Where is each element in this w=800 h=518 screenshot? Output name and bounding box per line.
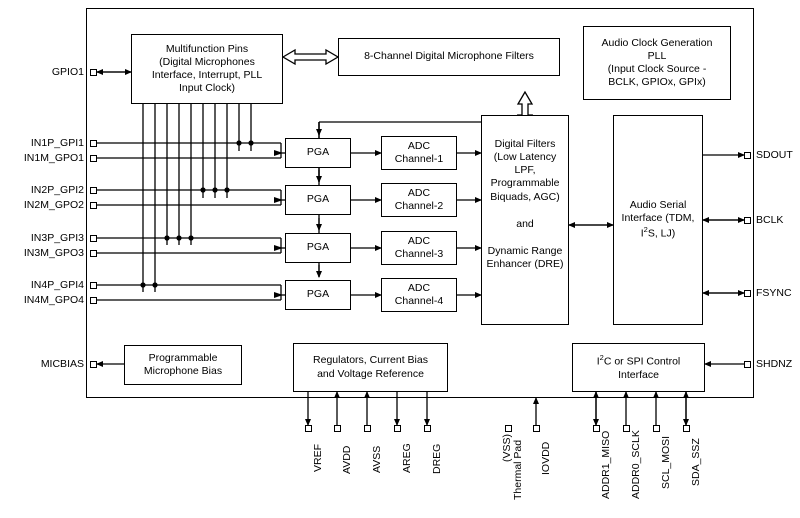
pin-label-iovdd: IOVDD <box>540 441 552 475</box>
digital-filters-line-7: Dynamic Range <box>487 244 563 257</box>
multifunction-pins-line-0: Multifunction Pins <box>165 42 249 55</box>
pin-label-avss: AVSS <box>371 445 383 473</box>
pin-pad-in4m[interactable] <box>90 297 97 304</box>
pin-pad-areg[interactable] <box>394 425 401 432</box>
block-pga-2[interactable] <box>285 185 351 215</box>
multifunction-pins-line-3: Input Clock) <box>178 82 236 95</box>
control-iface-line-0: $I^2C$ or SPI Control <box>596 353 681 368</box>
pin-label-scl-mosi: SCL_MOSI <box>660 435 672 489</box>
pin-pad-iovdd[interactable] <box>533 425 540 432</box>
pin-label-in2p: IN2P_GPI2 <box>30 184 84 196</box>
block-pga-4[interactable] <box>285 280 351 310</box>
pin-label-areg: AREG <box>401 443 413 473</box>
audio-clock-line-2: (Input Clock Source - <box>607 63 707 75</box>
pin-pad-bclk[interactable] <box>744 217 751 224</box>
pin-pad-sdout[interactable] <box>744 152 751 159</box>
pga1-label: PGA <box>306 146 330 159</box>
digital-filters-line-5: and <box>516 217 534 230</box>
mic-bias-line-0: Programmable <box>148 351 218 364</box>
block-microphone-bias[interactable] <box>124 345 242 385</box>
adc3-line-1: Channel-3 <box>394 248 444 260</box>
pin-pad-dreg[interactable] <box>424 425 431 432</box>
pin-label-thermal-pad: Thermal Pad <box>512 439 524 500</box>
pin-pad-in3m[interactable] <box>90 250 97 257</box>
adc4-line-1: Channel-4 <box>394 295 444 307</box>
pin-pad-avdd[interactable] <box>334 425 341 432</box>
pin-pad-gpio1[interactable] <box>90 69 97 76</box>
pin-label-bclk: BCLK <box>756 214 784 226</box>
pin-label-in3m: IN3M_GPO3 <box>23 247 84 259</box>
block-pga-3[interactable] <box>285 233 351 263</box>
block-digital-microphone-filters[interactable] <box>338 38 560 76</box>
pin-label-in3p: IN3P_GPI3 <box>30 232 84 244</box>
pin-label-dreg: DREG <box>431 443 443 474</box>
pin-pad-in1m[interactable] <box>90 155 97 162</box>
pin-label-sda-ssz: SDA_SSZ <box>690 438 702 486</box>
adc2-line-0: ADC <box>407 186 431 199</box>
block-audio-clock-generation[interactable] <box>583 26 731 100</box>
pga2-label: PGA <box>306 193 330 206</box>
pin-pad-shdnz[interactable] <box>744 361 751 368</box>
digital-filters-line-3: Biquads, AGC) <box>490 190 560 203</box>
audio-clock-line-0: Audio Clock Generation <box>601 36 713 49</box>
pin-pad-scl-mosi[interactable] <box>653 425 660 432</box>
pin-pad-fsync[interactable] <box>744 290 751 297</box>
regulators-line-0: Regulators, Current Bias <box>313 354 428 367</box>
pin-pad-avss[interactable] <box>364 425 371 432</box>
block-multifunction-pins[interactable] <box>131 34 283 104</box>
pin-label-in4p: IN4P_GPI4 <box>30 279 84 291</box>
adc1-line-1: Channel-1 <box>394 153 444 165</box>
pin-label-thermal-vss: (VSS) <box>501 433 513 462</box>
pin-pad-addr0-sclk[interactable] <box>623 425 630 432</box>
pin-label-in1m: IN1M_GPO1 <box>23 152 84 164</box>
pin-pad-in3p[interactable] <box>90 235 97 242</box>
pin-label-shdnz: SHDNZ <box>756 358 793 370</box>
pin-pad-in1p[interactable] <box>90 140 97 147</box>
pin-label-fsync: FSYNC <box>756 287 792 299</box>
pin-label-addr1-miso: ADDR1_MISO <box>600 430 612 499</box>
mic-filters-label: 8-Channel Digital Microphone Filters <box>364 50 534 63</box>
pin-label-vref: VREF <box>312 443 324 472</box>
block-adc-channel-2[interactable] <box>381 183 457 217</box>
pin-label-in2m: IN2M_GPO2 <box>23 199 84 211</box>
audio-serial-line-1: Interface (TDM, <box>621 212 695 225</box>
multifunction-pins-line-2: Interface, Interrupt, PLL <box>151 69 263 81</box>
pin-pad-in4p[interactable] <box>90 282 97 289</box>
pin-pad-in2m[interactable] <box>90 202 97 209</box>
pin-label-sdout: SDOUT <box>756 149 793 161</box>
pin-label-in4m: IN4M_GPO4 <box>23 294 84 306</box>
block-digital-filters[interactable] <box>481 115 569 325</box>
adc3-line-0: ADC <box>407 234 431 247</box>
audio-clock-line-1: PLL <box>647 49 667 62</box>
digital-filters-line-2: Programmable <box>490 177 560 190</box>
audio-clock-line-3: BCLK, GPIOx, GPIx) <box>608 76 706 89</box>
audio-serial-line-2: $I^2S$, LJ) <box>640 225 676 240</box>
pga3-label: PGA <box>306 241 330 254</box>
pga4-label: PGA <box>306 288 330 301</box>
pin-label-micbias: MICBIAS <box>40 358 84 370</box>
audio-serial-line-0: Audio Serial <box>629 199 687 212</box>
block-pga-1[interactable] <box>285 138 351 168</box>
digital-filters-line-1: (Low Latency LPF, <box>493 151 557 177</box>
control-iface-line-1: Interface <box>618 368 659 381</box>
regulators-line-1: and Voltage Reference <box>317 367 424 380</box>
digital-filters-line-8: Enhancer (DRE) <box>486 257 564 270</box>
digital-filters-line-0: Digital Filters <box>494 138 556 150</box>
pin-pad-micbias[interactable] <box>90 361 97 368</box>
block-audio-serial-interface[interactable] <box>613 115 703 325</box>
adc1-line-0: ADC <box>407 139 431 152</box>
multifunction-pins-line-1: (Digital Microphones <box>159 55 255 68</box>
pin-pad-thermal[interactable] <box>505 425 512 432</box>
pin-pad-in2p[interactable] <box>90 187 97 194</box>
pin-pad-vref[interactable] <box>305 425 312 432</box>
block-adc-channel-1[interactable] <box>381 136 457 170</box>
mic-bias-line-1: Microphone Bias <box>143 365 223 377</box>
pin-pad-sda-ssz[interactable] <box>683 425 690 432</box>
block-regulators[interactable] <box>293 343 448 392</box>
pin-label-addr0-sclk: ADDR0_SCLK <box>630 430 642 499</box>
block-control-interface[interactable] <box>572 343 705 392</box>
pin-label-in1p: IN1P_GPI1 <box>30 137 84 149</box>
block-adc-channel-3[interactable] <box>381 231 457 265</box>
pin-label-avdd: AVDD <box>341 445 353 474</box>
adc2-line-1: Channel-2 <box>394 200 444 212</box>
block-adc-channel-4[interactable] <box>381 278 457 312</box>
pin-pad-addr1-miso[interactable] <box>593 425 600 432</box>
adc4-line-0: ADC <box>407 281 431 294</box>
pin-label-gpio1: GPIO1 <box>51 66 84 78</box>
